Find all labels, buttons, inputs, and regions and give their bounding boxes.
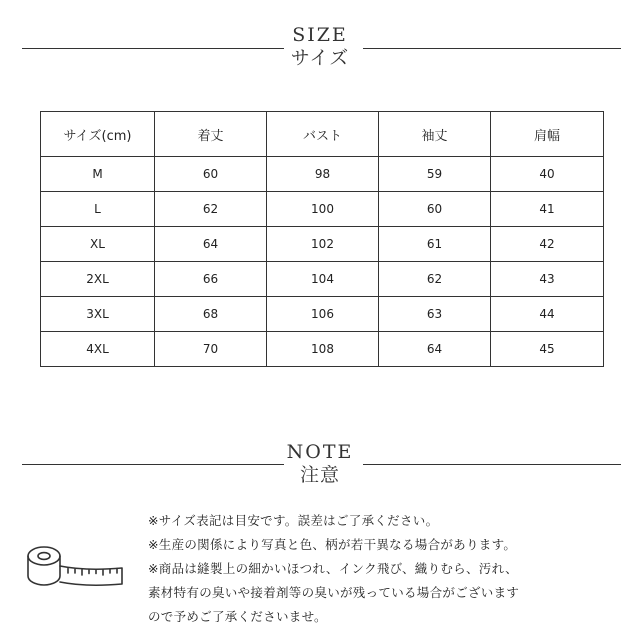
cell-size: XL bbox=[41, 227, 155, 262]
table-row bbox=[41, 297, 604, 332]
cell-bust: 98 bbox=[267, 157, 379, 192]
size-title-jp: サイズ bbox=[290, 47, 350, 69]
cell-length: 64 bbox=[155, 227, 267, 262]
header-length: 着丈 bbox=[155, 112, 267, 157]
cell-size: L bbox=[41, 192, 155, 227]
cell-size: 2XL bbox=[41, 262, 155, 297]
note-rule-left bbox=[22, 464, 284, 465]
note-line: 素材特有の臭いや接着剤等の臭いが残っている場合がございます bbox=[148, 585, 520, 600]
table-row bbox=[41, 262, 604, 297]
size-table-header-row bbox=[41, 112, 604, 157]
cell-size: 3XL bbox=[41, 297, 155, 332]
table-row bbox=[41, 332, 604, 367]
cell-shoulder: 41 bbox=[491, 192, 604, 227]
cell-sleeve: 59 bbox=[379, 157, 491, 192]
size-table bbox=[40, 111, 604, 367]
table-row bbox=[41, 227, 604, 262]
cell-length: 68 bbox=[155, 297, 267, 332]
header-bust: バスト bbox=[267, 112, 379, 157]
cell-size: 4XL bbox=[41, 332, 155, 367]
size-title-en: SIZE bbox=[292, 24, 348, 46]
cell-bust: 108 bbox=[267, 332, 379, 367]
size-heading bbox=[0, 24, 640, 70]
cell-shoulder: 45 bbox=[491, 332, 604, 367]
header-shoulder: 肩幅 bbox=[491, 112, 604, 157]
cell-sleeve: 61 bbox=[379, 227, 491, 262]
cell-shoulder: 42 bbox=[491, 227, 604, 262]
note-line: ※生産の関係により写真と色、柄が若干異なる場合があります。 bbox=[148, 537, 517, 552]
cell-shoulder: 40 bbox=[491, 157, 604, 192]
note-line: ※サイズ表記は目安です。誤差はご了承ください。 bbox=[148, 513, 439, 528]
size-rule-right bbox=[363, 48, 621, 49]
cell-bust: 100 bbox=[267, 192, 379, 227]
note-rule-right bbox=[363, 464, 621, 465]
header-sleeve: 袖丈 bbox=[379, 112, 491, 157]
notes-block bbox=[148, 509, 618, 629]
cell-length: 60 bbox=[155, 157, 267, 192]
cell-sleeve: 60 bbox=[379, 192, 491, 227]
note-line: ※商品は縫製上の細かいほつれ、インク飛び、織りむら、汚れ、 bbox=[148, 561, 518, 576]
cell-length: 70 bbox=[155, 332, 267, 367]
note-line: ので予めご了承くださいませ。 bbox=[148, 609, 327, 624]
cell-size: M bbox=[41, 157, 155, 192]
cell-sleeve: 64 bbox=[379, 332, 491, 367]
cell-sleeve: 62 bbox=[379, 262, 491, 297]
cell-sleeve: 63 bbox=[379, 297, 491, 332]
header-size: サイズ(cm) bbox=[41, 112, 155, 157]
table-row bbox=[41, 157, 604, 192]
cell-bust: 102 bbox=[267, 227, 379, 262]
size-rule-left bbox=[22, 48, 284, 49]
cell-shoulder: 43 bbox=[491, 262, 604, 297]
measuring-tape-icon bbox=[22, 532, 126, 602]
cell-length: 62 bbox=[155, 192, 267, 227]
table-row bbox=[41, 192, 604, 227]
cell-bust: 106 bbox=[267, 297, 379, 332]
note-title-en: NOTE bbox=[286, 441, 354, 463]
cell-length: 66 bbox=[155, 262, 267, 297]
cell-bust: 104 bbox=[267, 262, 379, 297]
note-title-jp: 注意 bbox=[299, 464, 340, 486]
cell-shoulder: 44 bbox=[491, 297, 604, 332]
